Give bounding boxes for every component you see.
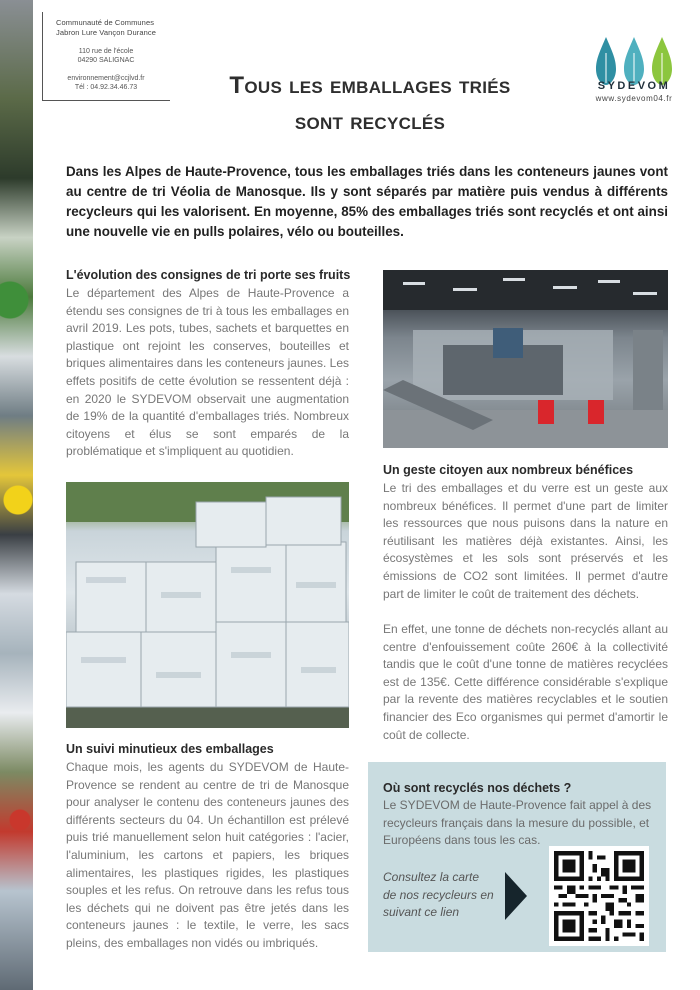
contact-email[interactable]: environnement@ccjlvd.fr <box>67 75 145 82</box>
contact-phone: Tél : 04.92.34.46.73 <box>74 84 138 91</box>
address-line-1: 110 rue de l'école <box>78 48 134 55</box>
arrow-right-icon <box>505 872 527 920</box>
plastic-bales-photo <box>66 482 349 728</box>
drop-icon-3 <box>652 37 672 85</box>
organisation-name <box>56 18 176 38</box>
title-line-1: Tous les emballages triés <box>229 72 511 99</box>
logo-website[interactable]: www.sydevom04.fr <box>595 94 673 103</box>
recyclers-map-link[interactable]: Consultez la carte de nos recycleurs en suivant ce lien <box>383 870 494 920</box>
section-2-body-1: Le tri des emballages et du verre est un geste aux nombreux bénéfices. Il permet d'une part de limiter les ressources que nous puisons dans la nature en réutilisant les matières déjà existantes. Ainsi, les écosystèmes et les sols sont préservés et les émissions de CO2 sont limitées. Il permet d'autre part de limiter le coût de traitement des déchets. <box>383 481 668 601</box>
sorting-center-photo <box>383 270 668 448</box>
section-2-heading: Un geste citoyen aux nombreux bénéfices <box>383 463 634 477</box>
qr-code[interactable] <box>549 846 649 946</box>
header-divider <box>42 100 170 101</box>
recyclers-heading: Où sont recyclés nos déchets ? <box>383 781 572 795</box>
organisation-contact <box>56 74 156 92</box>
section-2-body-2: En effet, une tonne de déchets non-recyclés allant au centre d'enfouissement coûte 260€ à la collectivité tandis que le coût d'une tonne de matières recyclées est de 135€. Cette différence considérable s'explique par la revente des matières recyclables et le soutien financier des Eco organismes qui permet d'amortir le coût de collecte. <box>383 622 668 742</box>
waste-photo-strip <box>0 0 33 990</box>
section-1-heading: L'évolution des consignes de tri porte ses fruits <box>66 268 351 282</box>
intro-paragraph: Dans les Alpes de Haute-Provence, tous les emballages triés dans les conteneurs jaunes vont au centre de tri Véolia de Manosque. Ils y sont séparés par matière puis vendus à différents recycleurs qui les valorisent. En moyenne, 85% des emballages triés sont recyclés et ont ainsi une nouvelle vie en pulls polaires, vélo ou bouteilles. <box>66 164 668 239</box>
page-title <box>180 68 560 140</box>
organisation-line-2: Jabron Lure Vançon Durance <box>56 28 157 37</box>
address-line-2: 04290 SALIGNAC <box>77 57 135 64</box>
recyclers-body: Le SYDEVOM de Haute-Provence fait appel à des recycleurs français dans la mesure du possible, et Européens dans tous les cas. <box>383 798 652 848</box>
drop-icon-1 <box>596 37 616 85</box>
section-1-body: Le département des Alpes de Haute-Provence a étendu ses consignes de tri à tous les emballages en avril 2019. Les pots, tubes, sachets et barquettes en plastique ont rejoint les conserves, bouteilles et briques alimentaires dans les conteneurs jaunes. Les effets positifs de cette évolution se ressentent déjà : en 2020 le SYDEVOM observait une augmentation de 19% de la quantité d'emballages triés. Nombreux citoyens et élus se sont emparés de la problématique et s'impliquent au quotidien. <box>66 286 349 459</box>
organisation-address <box>56 47 156 65</box>
logo-name: SYDEVOM <box>597 80 671 92</box>
title-line-2: sont recyclés <box>294 108 446 135</box>
section-3-body: Chaque mois, les agents du SYDEVOM de Haute-Provence se rendent au centre de tri de Manosque pour analyser le contenu des conteneurs jaunes des différents secteurs du 04. Un échantillon est prélevé puis trié manuellement selon huit catégories : l'acier, l'aluminium, les cartons et papiers, les briques alimentaires, les plastiques rigides, les plastiques souples et les refus. On retrouve dans les refus tous les déchets qui ne doivent pas être jetés dans les conteneurs jaunes : le textile, le verre, les sacs pleins, des emballages non vidés ou imbriqués. <box>66 760 349 950</box>
drop-icon-2 <box>624 37 644 85</box>
section-3-heading: Un suivi minutieux des emballages <box>66 742 274 756</box>
organisation-line-1: Communauté de Communes <box>56 18 155 27</box>
